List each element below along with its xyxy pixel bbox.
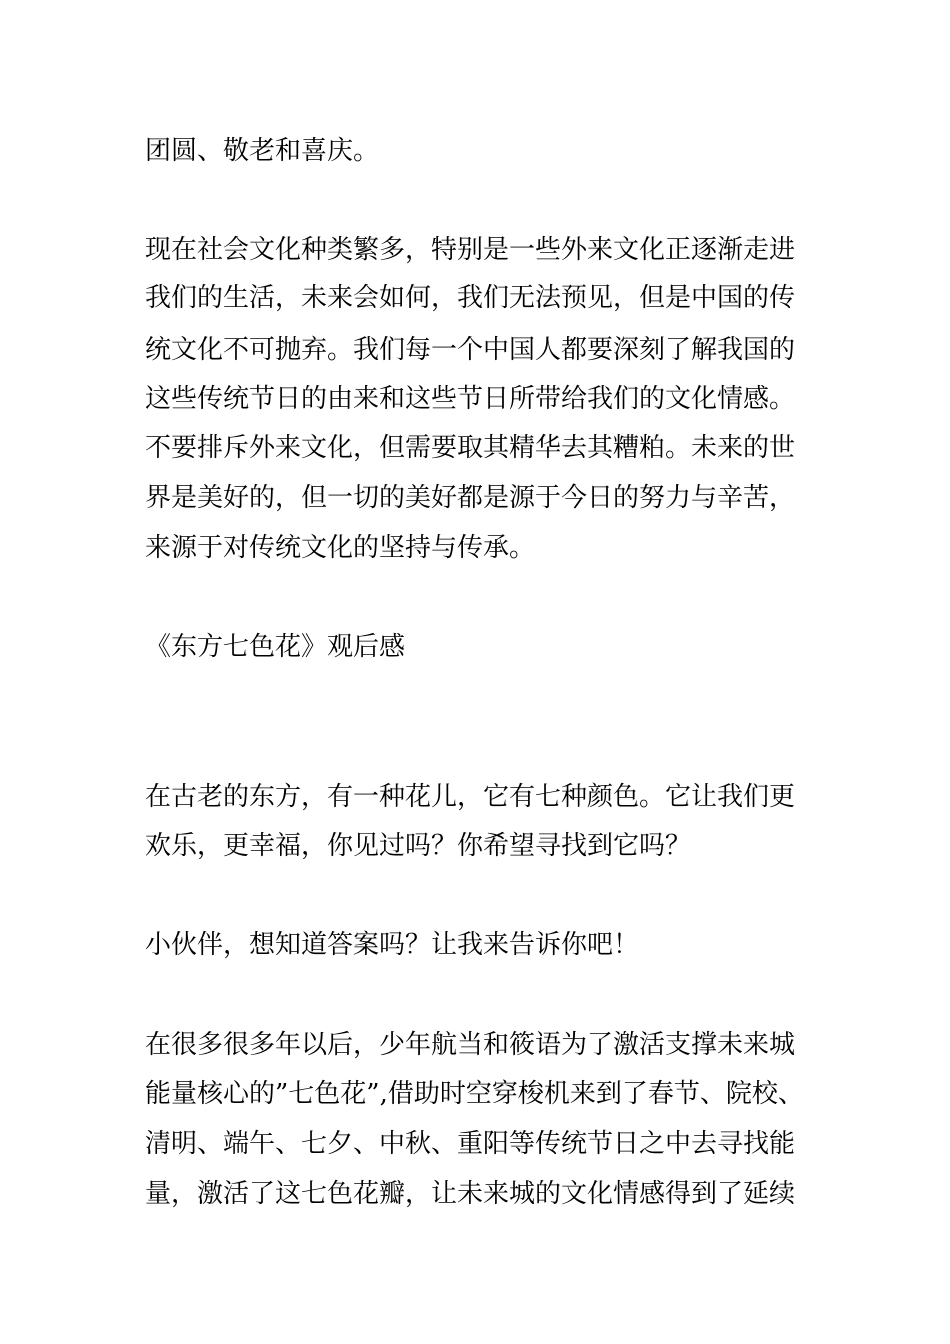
- text-line: 团圆、敬老和喜庆。: [145, 136, 380, 166]
- text-line: 界是美好的，但一切的美好都是源于今日的努力与辛苦，: [145, 483, 796, 513]
- text-line: 来源于对传统文化的坚持与传承。: [145, 533, 536, 563]
- text-line: 不要排斥外来文化，但需要取其精华去其糟粕。未来的世: [145, 433, 796, 463]
- text-line: 小伙伴，想知道答案吗？让我来告诉你吧！: [145, 930, 640, 960]
- text-line: 我们的生活，未来会如何，我们无法预见，但是中国的传: [145, 283, 796, 313]
- text-line: 在古老的东方，有一种花儿，它有七种颜色。它让我们更: [145, 782, 796, 812]
- text-line: 清明、端午、七夕、中秋、重阳等传统节日之中去寻找能: [145, 1129, 796, 1159]
- text-line: 统文化不可抛弃。我们每一个中国人都要深刻了解我国的: [145, 335, 796, 365]
- text-line: 在很多很多年以后，少年航当和筱语为了激活支撑未来城: [145, 1030, 796, 1060]
- text-line: 量，激活了这七色花瓣，让未来城的文化情感得到了延续: [145, 1179, 796, 1209]
- text-line: 欢乐，更幸福，你见过吗？你希望寻找到它吗？: [145, 831, 692, 861]
- section-title: 《东方七色花》观后感: [145, 632, 406, 662]
- text-line: 能量核心的”七色花”,借助时空穿梭机来到了春节、院校、: [145, 1079, 804, 1109]
- text-line: 这些传统节日的由来和这些节日所带给我们的文化情感。: [145, 384, 796, 414]
- text-line: 现在社会文化种类繁多，特别是一些外来文化正逐渐走进: [145, 235, 796, 265]
